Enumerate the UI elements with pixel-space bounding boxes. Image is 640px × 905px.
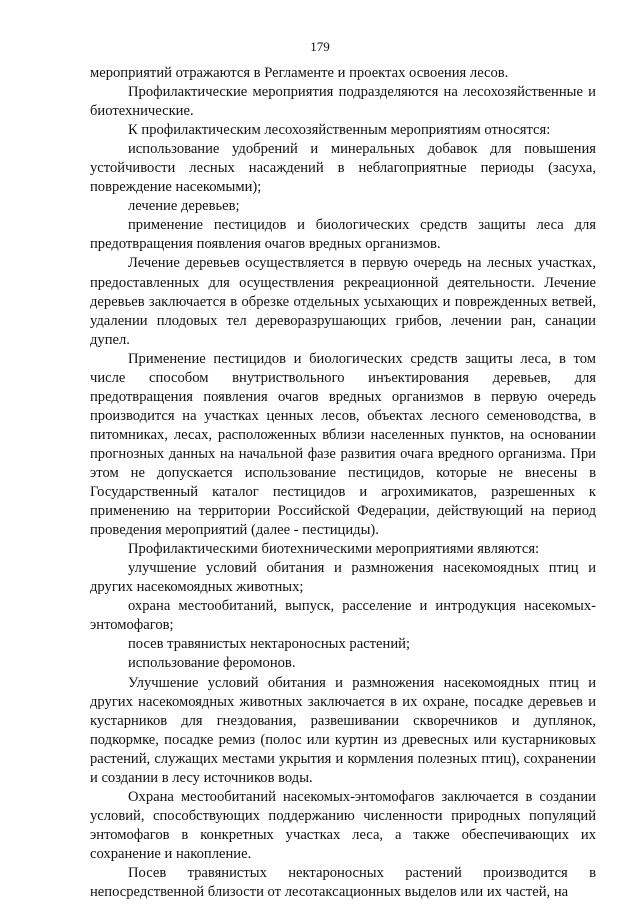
paragraph: Лечение деревьев осуществляется в первую очередь на лесных участках, предоставленных для осуществления рекреационной деятельности. Лечение деревьев заключается в обрезке отдельных усыхающих и поврежденных ветвей, удалении плодовых тел дереворазрушающих грибов, лечении ран, санации дупел. xyxy=(90,255,596,348)
paragraph: Посев травянистых нектароносных растений производится в непосредственной близости от лесотаксационных выделов или их частей, на xyxy=(90,864,596,901)
list-item: лечение деревьев; xyxy=(128,198,240,215)
paragraph: Улучшение условий обитания и размножения насекомоядных птиц и других насекомоядных животных заключается в их охране, посадке деревьев и кустарников для гнездования, развешивании скворечников и дуплянок, подкормке, посадке ремиз (полос или куртин из древесных или кустарниковых растений, служащих местами укрытия и кормления полезных птиц), сохранении и создании в лесу источников воды. xyxy=(90,674,596,786)
paragraph: Профилактическими биотехническими мероприятиями являются: xyxy=(128,541,540,558)
paragraph: Применение пестицидов и биологических средств защиты леса, в том числе способом внутриствольного инъектирования деревьев, для предотвращения появления очагов вредных организмов в первую очередь производится на участках ценных лесов, объектах лесного семеноводства, в питомниках, лесах, расположенных вблизи населенных пунктов, на основании прогнозных данных на начальной фазе развития очага вредного организма. При этом не допускается использование пестицидов, которые не внесены в Государственный каталог пестицидов и агрохимикатов, разрешенных к применению на территории Российской Федерации, действующий на период проведения мероприятий (далее - пестициды). xyxy=(90,350,596,539)
list-item: посев травянистых нектароносных растений; xyxy=(128,636,411,653)
document-body xyxy=(90,64,596,902)
list-item: применение пестицидов и биологических средств защиты леса для предотвращения появления очагов вредных организмов. xyxy=(90,217,596,253)
list-item: использование феромонов. xyxy=(128,655,296,672)
list-item: улучшение условий обитания и размножения насекомоядных птиц и других насекомоядных животных; xyxy=(90,560,596,596)
paragraph: Профилактические мероприятия подразделяются на лесохозяйственные и биотехнические. xyxy=(90,84,596,120)
list-item: охрана местообитаний, выпуск, расселение и интродукция насекомых-энтомофагов; xyxy=(90,598,596,634)
page-number: 179 xyxy=(310,39,330,54)
paragraph: К профилактическим лесохозяйственным мероприятиям относятся: xyxy=(128,122,551,139)
list-item: использование удобрений и минеральных добавок для повышения устойчивости лесных насаждений в неблагоприятные периоды (засуха, повреждение насекомыми); xyxy=(90,141,596,196)
paragraph: мероприятий отражаются в Регламенте и проектах освоения лесов. xyxy=(90,65,509,81)
paragraph: Охрана местообитаний насекомых-энтомофагов заключается в создании условий, способствующих поддержанию численности природных популяций энтомофагов в конкретных участках леса, а также обеспечивающих их сохранение и накопление. xyxy=(90,788,596,862)
